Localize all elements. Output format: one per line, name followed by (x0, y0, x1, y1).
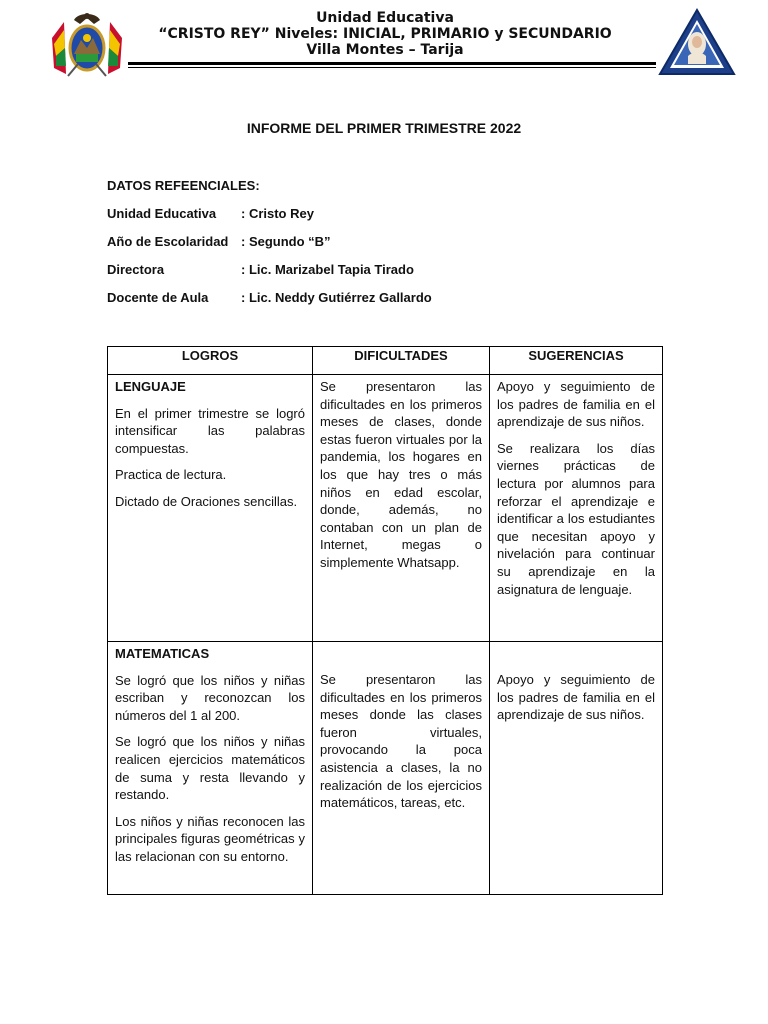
cell-paragraph: Apoyo y seguimiento de los padres de familia en el aprendizaje de sus niños. (497, 672, 655, 723)
table-cell-sugerencias (490, 375, 663, 642)
column-header-logros: LOGROS (108, 347, 313, 375)
coat-of-arms-icon (48, 8, 126, 82)
cell-content (314, 643, 488, 827)
cell-paragraph: Se realizara los días viernes prácticas de lectura por alumnos para reforzar el aprendizaje e identificar a los estudiantes que necesitan apoyo y nivelación para continuar su aprendizaje en la asignatura de lenguaje. (497, 440, 655, 597)
cell-paragraph: Dictado de Oraciones sencillas. (115, 493, 298, 509)
cell-content (491, 643, 661, 739)
reference-data-label: Año de Escolaridad (107, 234, 229, 249)
report-table (107, 346, 663, 895)
cell-paragraph: Se logró que los niños y niñas escriban y reconozcan los números del 1 al 200. (115, 672, 305, 723)
table-row (108, 375, 663, 642)
column-header-dificultades: DIFICULTADES (313, 347, 490, 375)
table-cell-logros (108, 375, 313, 642)
cell-paragraph: Se presentaron las dificultades en los primeros meses de clases, donde estas fueron virtuales por la pandemia, los hogares en los que hay tres o más niños en edad escolar, donde, además, no contaban con un plan de Internet, megas o simplemente Whatsapp. (320, 379, 482, 570)
subject-heading: MATEMATICAS (115, 646, 210, 661)
table-cell-logros (108, 642, 313, 895)
reference-data-rows (107, 206, 432, 318)
reference-data-heading: DATOS REFEENCIALES: (107, 178, 260, 193)
cell-paragraph: Apoyo y seguimiento de los padres de familia en el aprendizaje de sus niños. (497, 379, 655, 430)
reference-data-label: Unidad Educativa (107, 206, 217, 221)
reference-data-value: : Cristo Rey (241, 206, 314, 221)
reference-data-value: : Segundo “B” (241, 234, 331, 249)
letterhead (0, 0, 768, 82)
header-rule-thin (128, 67, 656, 68)
school-line-1: Unidad Educativa (316, 10, 454, 26)
cell-paragraph: Practica de lectura. (115, 467, 227, 483)
table-cell-dificultades (313, 375, 490, 642)
school-line-3: Villa Montes – Tarija (306, 42, 464, 58)
table-row (108, 642, 663, 895)
cell-paragraph: Se logró que los niños y niñas realicen ejercicios matemáticos de suma y resta llevando y restando. (115, 734, 305, 803)
table-cell-dificultades (313, 642, 490, 895)
school-name-block (130, 10, 640, 58)
reference-data-row (107, 234, 432, 262)
reference-data (107, 178, 432, 318)
cell-content (314, 376, 488, 587)
report-title: INFORME DEL PRIMER TRIMESTRE 2022 (246, 120, 522, 136)
reference-data-label: Docente de Aula (107, 290, 209, 305)
header-rule-thick (128, 62, 656, 65)
reference-data-row (107, 290, 432, 318)
cell-content (109, 643, 311, 881)
cell-content (491, 376, 661, 613)
reference-data-row (107, 206, 432, 234)
school-line-2: “CRISTO REY” Niveles: INICIAL, PRIMARIO y SECUNDARIO (158, 26, 612, 42)
cell-paragraph: En el primer trimestre se logró intensificar las palabras compuestas. (115, 405, 305, 456)
reference-data-value: : Lic. Marizabel Tapia Tirado (241, 262, 414, 277)
cell-content (109, 376, 311, 526)
table-cell-sugerencias (490, 642, 663, 895)
cell-paragraph: Los niños y niñas reconocen las principales figuras geométricas y las relacionan con su entorno. (115, 813, 305, 864)
table-header-row (108, 347, 663, 375)
reference-data-value: : Lic. Neddy Gutiérrez Gallardo (241, 290, 432, 305)
cell-paragraph: Se presentaron las dificultades en los primeros meses donde las clases fueron virtuales, provocando la poca asistencia a clases, la no realización de los ejercicios matemáticos, tareas, etc. (320, 672, 482, 811)
reference-data-label: Directora (107, 262, 165, 277)
subject-heading: LENGUAJE (115, 379, 186, 394)
column-header-sugerencias: SUGERENCIAS (490, 347, 663, 375)
reference-data-row (107, 262, 432, 290)
school-logo-icon (658, 8, 736, 76)
table-body (108, 375, 663, 895)
